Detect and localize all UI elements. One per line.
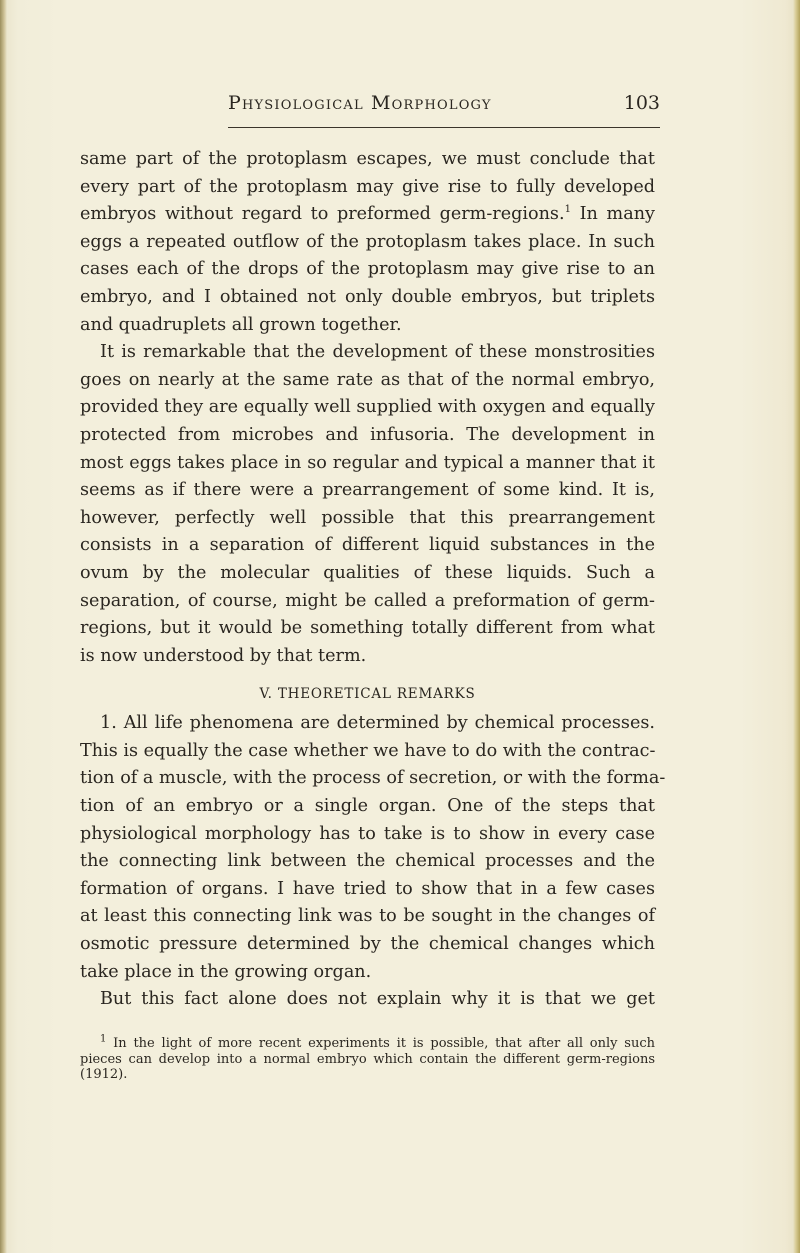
header-rule <box>228 127 660 128</box>
paragraph-4 <box>80 986 655 1014</box>
text-line: provided they are equally well supplied with oxygen and equally <box>80 397 655 418</box>
text-line: at least this connecting link was to be sought in the changes of <box>80 906 655 927</box>
text-line: embryo, and I obtained not only double embryos, but triplets <box>80 286 655 307</box>
text-line: however, perfectly well possible that this prearrangement <box>80 507 655 528</box>
footnote-reference: 1 <box>564 204 571 216</box>
page-right-edge <box>793 0 800 1253</box>
text-line: goes on nearly at the same rate as that of the normal embryo, <box>80 369 655 390</box>
text-line: every part of the protoplasm may give rise to fully developed <box>80 176 655 197</box>
paragraph-1 <box>80 146 655 339</box>
text-segment: embryos without regard to preformed germ-regions. <box>80 204 565 225</box>
text-line: ovum by the molecular qualities of these liquids. Such a <box>80 562 655 583</box>
text-line: protected from microbes and infusoria. The development in <box>80 424 655 445</box>
paragraph-3 <box>80 710 666 986</box>
text-line: But this fact alone does not explain why it is that we get <box>100 989 655 1010</box>
text-line: formation of organs. I have tried to show that in a few cases <box>80 878 655 899</box>
text-line: consists in a separation of different liquid substances in the <box>80 535 655 556</box>
text-line: same part of the protoplasm escapes, we must conclude that <box>80 149 655 169</box>
text-line: This is equally the case whether we have to do with the contrac- <box>80 740 656 761</box>
text-line: tion of an embryo or a single organ. One of the steps that <box>80 796 655 817</box>
paragraph-2 <box>80 339 655 670</box>
body-text <box>80 146 666 1014</box>
text-line: seems as if there were a prearrangement of some kind. It is, <box>80 480 655 501</box>
text-segment: In many <box>570 204 655 225</box>
text-line: osmotic pressure determined by the chemical changes which <box>80 934 655 955</box>
text-line: eggs a repeated outflow of the protoplasm takes place. In such <box>80 231 655 252</box>
page-number: 103 <box>623 92 660 114</box>
text-line: tion of a muscle, with the process of secretion, or with the forma- <box>80 768 666 789</box>
text-line: separation, of course, might be called a preformation of germ- <box>80 590 655 611</box>
text-line: cases each of the drops of the protoplasm may give rise to an <box>80 259 655 280</box>
footnote <box>80 1033 655 1083</box>
page-left-edge <box>0 0 7 1253</box>
footnote-line <box>80 1033 655 1052</box>
text-line: 1. All life phenomena are determined by chemical processes. <box>100 713 655 734</box>
text-line: the connecting link between the chemical processes and the <box>80 851 655 872</box>
text-line: most eggs takes place in so regular and typical a manner that it <box>80 452 655 473</box>
footnote-marker: 1 <box>100 1033 107 1045</box>
text-line: It is remarkable that the development of these monstrosities <box>100 342 655 363</box>
page-header <box>228 92 660 120</box>
running-title: Physiological Morphology <box>228 92 492 114</box>
footnote-line: pieces can develop into a normal embryo which contain the different germ-regions <box>80 1051 655 1067</box>
text-line <box>80 201 655 229</box>
text-line: and quadruplets all grown together. <box>80 314 402 335</box>
text-line: physiological morphology has to take is to show in every case <box>80 823 655 844</box>
text-line: regions, but it would be something totally different from what <box>80 618 655 639</box>
section-heading: V. THEORETICAL REMARKS <box>259 686 476 703</box>
footnote-line: (1912). <box>80 1067 128 1082</box>
text-line: take place in the growing organ. <box>80 961 372 982</box>
footnote-text: In the light of more recent experiments it is possible, that after all only such <box>106 1036 655 1051</box>
text-line: is now understood by that term. <box>80 645 367 666</box>
